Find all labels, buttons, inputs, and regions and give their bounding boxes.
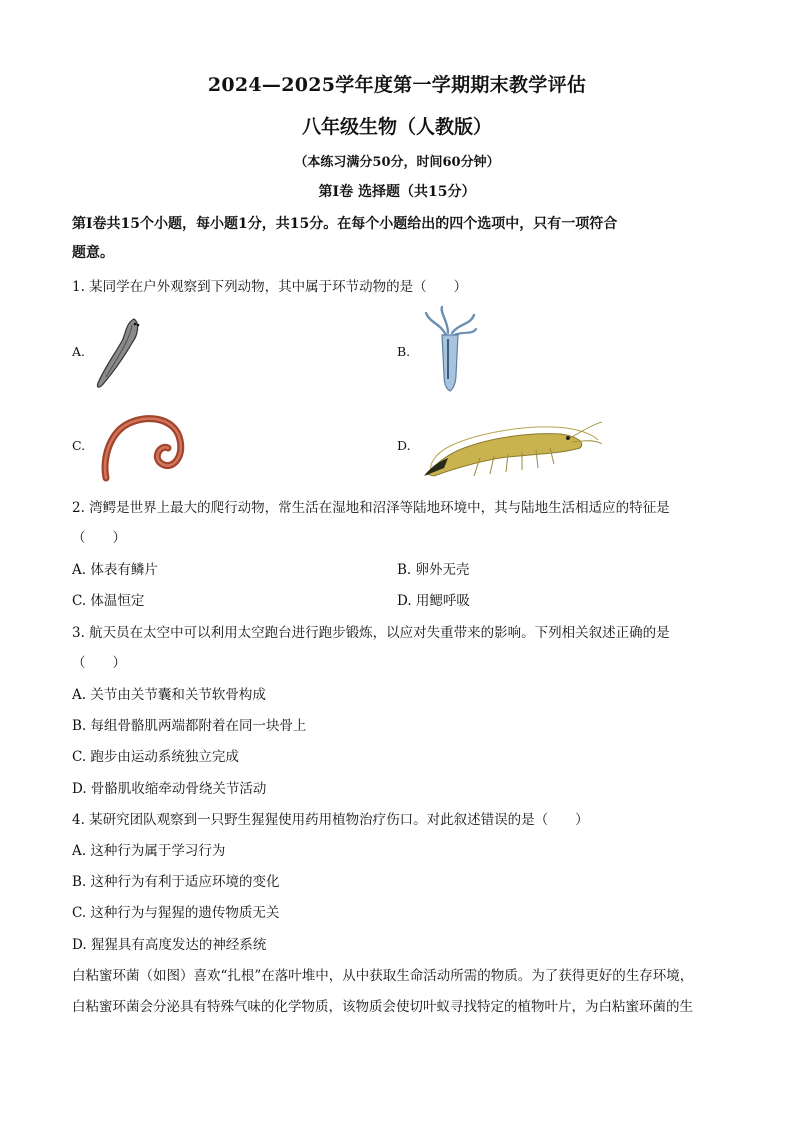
- instructions-line-2: 题意。: [72, 245, 114, 261]
- passage-line-1: 白粘蜜环菌（如图）喜欢“扎根”在落叶堆中，从中获取生命活动所需的物质。为了获得更好的生存环境，: [72, 968, 694, 984]
- earthworm-image: [96, 408, 188, 484]
- q4-option-d: D. 猩猩具有高度发达的神经系统: [72, 937, 267, 953]
- q3-option-b: B. 每组骨骼肌两端都附着在同一块骨上: [72, 718, 307, 734]
- q3-option-c: C. 跑步由运动系统独立完成: [72, 749, 239, 765]
- exam-note: （本练习满分50分，时间60分钟）: [294, 155, 500, 170]
- q2-stem-line-1: 2. 湾鳄是世界上最大的爬行动物，常生活在湿地和沼泽等陆地环境中，其与陆地生活相适应的特征是: [72, 500, 670, 516]
- q2-stem-line-2: （ ）: [72, 530, 126, 546]
- q1-option-c-label: C.: [72, 438, 86, 453]
- exam-subtitle: 八年级生物（人教版）: [301, 116, 492, 138]
- instructions-line-1: 第Ⅰ卷共15个小题，每小题1分，共15分。在每个小题给出的四个选项中，只有一项符合: [72, 216, 618, 232]
- exam-title: 2024—2025学年度第一学期期末教学评估: [207, 74, 587, 96]
- q1-option-d-label: D.: [397, 438, 411, 453]
- q4-option-a: A. 这种行为属于学习行为: [72, 843, 226, 859]
- q3-option-d: D. 骨骼肌收缩牵动骨绕关节活动: [72, 781, 267, 797]
- q4-stem: 4. 某研究团队观察到一只野生猩猩使用药用植物治疗伤口。对此叙述错误的是（ ）: [72, 812, 589, 828]
- passage-line-2: 白粘蜜环菌会分泌具有特殊气味的化学物质，该物质会使切叶蚁寻找特定的植物叶片，为白粘蜜环菌的生: [72, 999, 693, 1015]
- q1-option-b-label: B.: [397, 344, 411, 359]
- planarian-image: [92, 313, 148, 393]
- q1-option-a-label: A.: [72, 344, 86, 359]
- q2-option-d: D. 用鳃呼吸: [397, 593, 470, 609]
- q3-stem-line-1: 3. 航天员在太空中可以利用太空跑台进行跑步锻炼，以应对失重带来的影响。下列相关叙述正确的是: [72, 625, 670, 641]
- q3-option-a: A. 关节由关节囊和关节软骨构成: [72, 687, 266, 703]
- shrimp-image: [420, 410, 602, 480]
- q2-option-c: C. 体温恒定: [72, 593, 145, 609]
- q2-option-b: B. 卵外无壳: [397, 562, 470, 578]
- q1-stem: 1. 某同学在户外观察到下列动物，其中属于环节动物的是（ ）: [72, 279, 468, 295]
- q4-option-b: B. 这种行为有利于适应环境的变化: [72, 874, 280, 890]
- q2-option-a: A. 体表有鳞片: [72, 562, 158, 578]
- hydra-image: [420, 305, 480, 395]
- section-heading: 第Ⅰ卷 选择题（共15分）: [318, 184, 476, 200]
- q3-stem-line-2: （ ）: [72, 655, 126, 671]
- q4-option-c: C. 这种行为与猩猩的遗传物质无关: [72, 905, 280, 921]
